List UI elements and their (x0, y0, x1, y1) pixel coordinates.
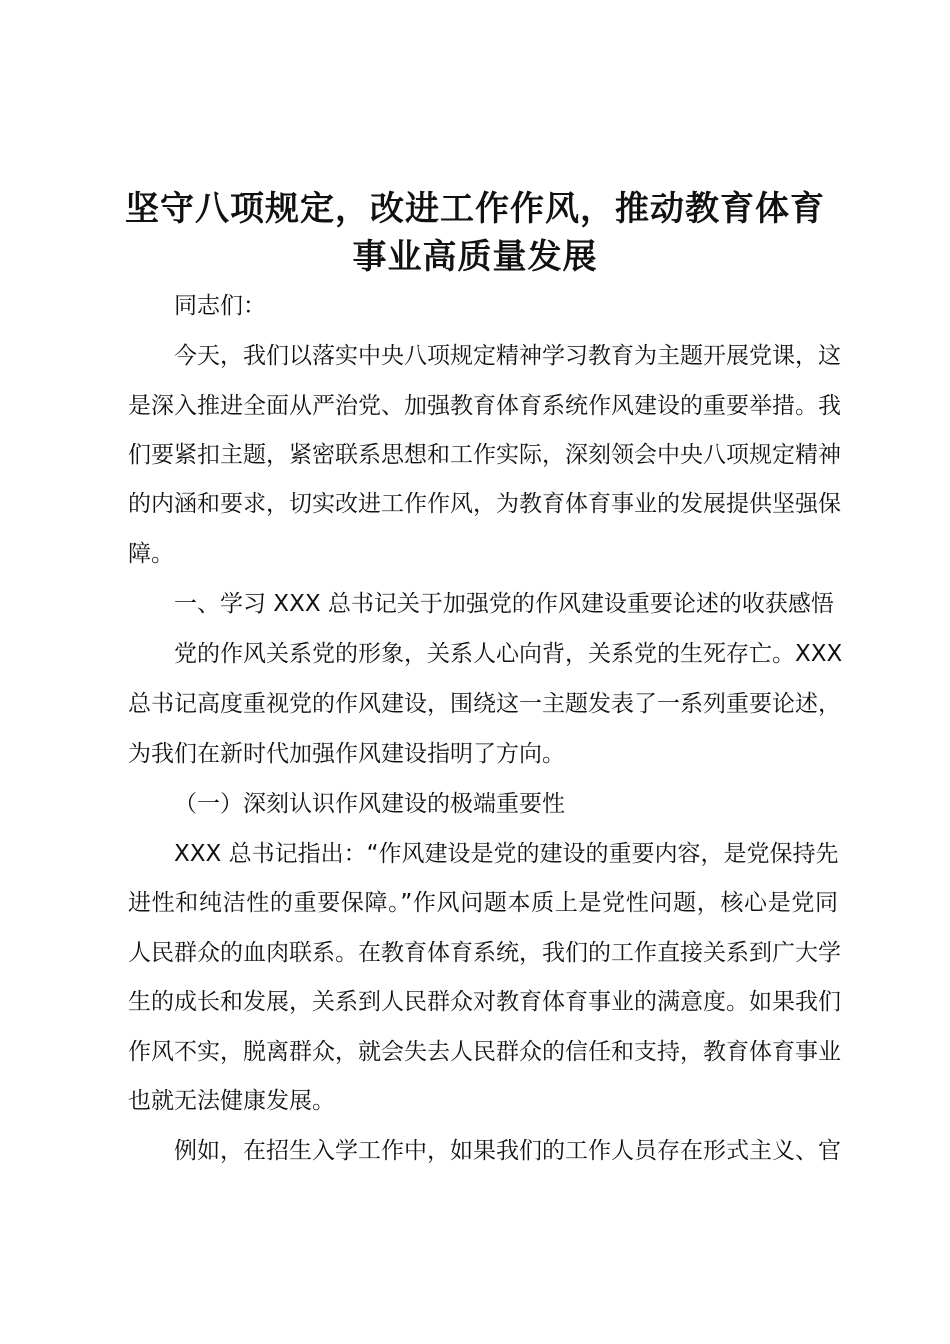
paragraph-line: 们要紧扣主题，紧密联系思想和工作实际，深刻领会中央八项规定精神 (128, 442, 841, 468)
paragraph-line: 为我们在新时代加强作风建设指明了方向。 (128, 741, 565, 767)
paragraph-line: 人民群众的血肉联系。在教育体育系统，我们的工作直接关系到广大学 (128, 940, 841, 966)
subsection-heading-1: （一）深刻认识作风建设的极端重要性 (174, 791, 565, 817)
paragraph-line: 障。 (128, 541, 174, 567)
paragraph-line: 党的作风关系党的形象，关系人心向背，关系党的生死存亡。XXX (174, 641, 843, 667)
paragraph-line: 的内涵和要求，切实改进工作作风，为教育体育事业的发展提供坚强保 (128, 491, 841, 517)
document-title-line-1: 坚守八项规定，改进工作作风，推动教育体育 (125, 189, 825, 229)
section-heading-1: 一、学习 XXX 总书记关于加强党的作风建设重要论述的收获感悟 (174, 591, 834, 617)
document-title-line-2: 事业高质量发展 (352, 237, 598, 277)
paragraph-line: 是深入推进全面从严治党、加强教育体育系统作风建设的重要举措。我 (128, 393, 841, 419)
paragraph-line: 也就无法健康发展。 (128, 1088, 335, 1114)
paragraph-line: XXX 总书记指出：“作风建设是党的建设的重要内容，是党保持先 (174, 841, 839, 867)
paragraph-line: 生的成长和发展，关系到人民群众对教育体育事业的满意度。如果我们 (128, 989, 841, 1015)
paragraph-line: 作风不实，脱离群众，就会失去人民群众的信任和支持，教育体育事业 (128, 1039, 841, 1065)
paragraph-line: 进性和纯洁性的重要保障。”作风问题本质上是党性问题，核心是党同 (128, 890, 838, 916)
paragraph-line: 例如，在招生入学工作中，如果我们的工作人员存在形式主义、官 (174, 1138, 841, 1164)
paragraph-line: 今天，我们以落实中央八项规定精神学习教育为主题开展党课，这 (174, 343, 841, 369)
paragraph-line: 总书记高度重视党的作风建设，围绕这一主题发表了一系列重要论述， (128, 691, 841, 717)
salutation: 同志们： (174, 293, 266, 319)
